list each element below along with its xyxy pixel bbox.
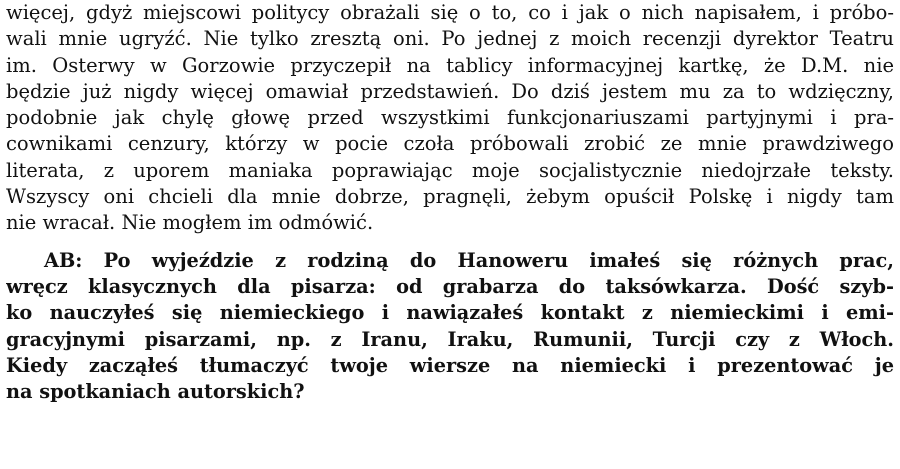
question-line: wręcz klasycznych dla pisarza: od grabarza do taksówkarza. Dość szyb- bbox=[6, 274, 894, 298]
text-line: Wszyscy oni chcieli dla mnie dobrze, pragnęli, żebym opuścił Polskę i nigdy tam bbox=[6, 185, 894, 209]
text-line: im. Osterwy w Gorzowie przyczepił na tablicy informacyjnej kartkę, że D.M. nie bbox=[6, 53, 894, 77]
question-line: gracyjnymi pisarzami, np. z Iranu, Iraku, Rumunii, Turcji czy z Włoch. bbox=[6, 327, 894, 351]
document-page bbox=[6, 0, 894, 405]
text-line: cownikami cenzury, którzy w pocie czoła próbowali zrobić ze mnie prawdziwego bbox=[6, 132, 894, 156]
text-line: wali mnie ugryźć. Nie tylko zresztą oni. Po jednej z moich recenzji dyrektor Teatru bbox=[6, 27, 894, 51]
question-line: ko nauczyłeś się niemieckiego i nawiązałeś kontakt z niemieckimi i emi- bbox=[6, 301, 894, 325]
interview-question bbox=[6, 248, 894, 406]
answer-paragraph bbox=[6, 0, 894, 237]
text-line: podobnie jak chylę głowę przed wszystkimi funkcjonariuszami partyjnymi i pra- bbox=[6, 106, 894, 130]
question-line: Kiedy zacząłeś tłumaczyć twoje wiersze na niemiecki i prezentować je bbox=[6, 353, 894, 377]
text-line: literata, z uporem maniaka poprawiając moje socjalistycznie niedojrzałe teksty. bbox=[6, 158, 894, 182]
text-line: nie wracał. Nie mogłem im odmówić. bbox=[6, 211, 374, 235]
text-line: więcej, gdyż miejscowi politycy obrażali się o to, co i jak o nich napisałem, i próbo- bbox=[6, 1, 894, 24]
question-line: na spotkaniach autorskich? bbox=[6, 380, 305, 404]
question-line: AB: Po wyjeździe z rodziną do Hanoweru imałeś się różnych prac, bbox=[44, 248, 894, 272]
text-line: będzie już nigdy więcej omawiał przedstawień. Do dziś jestem mu za to wdzięczny, bbox=[6, 79, 894, 103]
